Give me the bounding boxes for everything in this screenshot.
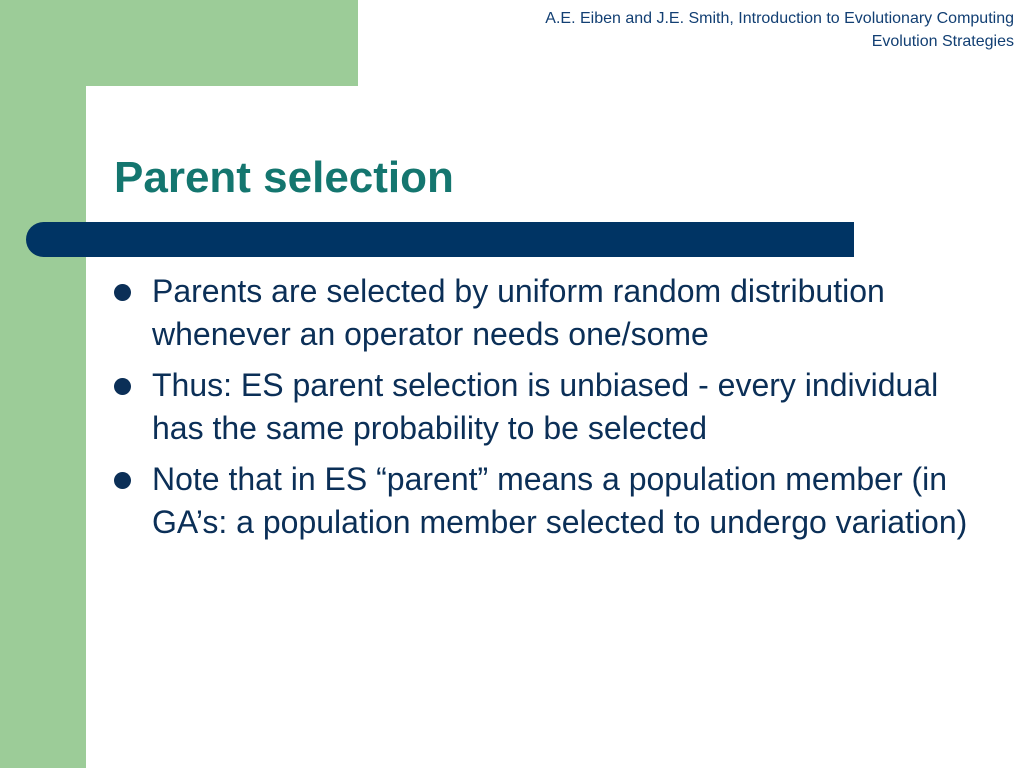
bullet-dot-icon	[114, 378, 131, 395]
bullet-text: Parents are selected by uniform random distribution whenever an operator needs one/some	[152, 273, 885, 352]
slide-header	[545, 7, 1014, 53]
bullet-dot-icon	[114, 472, 131, 489]
bullet-item	[112, 458, 992, 544]
bullet-list	[112, 270, 992, 552]
bullet-text: Thus: ES parent selection is unbiased - every individual has the same probability to be selected	[152, 367, 939, 446]
bullet-text: Note that in ES “parent” means a population member (in GA’s: a population member selected to undergo variation)	[152, 461, 968, 540]
decorative-green-sidebar	[0, 0, 86, 768]
slide-title: Parent selection	[114, 153, 454, 202]
bullet-item	[112, 364, 992, 450]
header-course-line: A.E. Eiben and J.E. Smith, Introduction to Evolutionary Computing	[545, 10, 1014, 27]
decorative-green-header-band	[0, 0, 358, 86]
header-topic-line: Evolution Strategies	[871, 33, 1014, 50]
bullet-dot-icon	[114, 284, 131, 301]
bullet-item	[112, 270, 992, 356]
title-divider-bar	[26, 222, 854, 257]
